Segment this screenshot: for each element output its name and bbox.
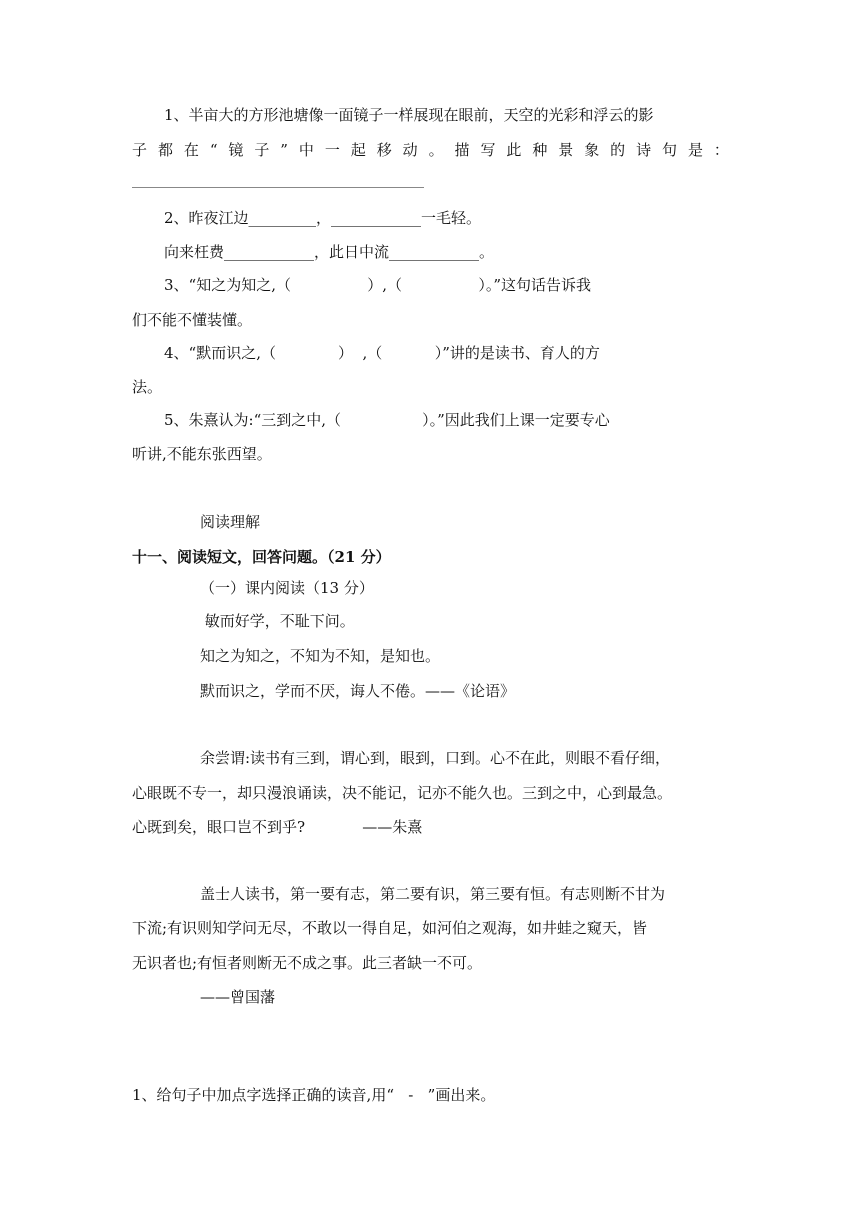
q2-line1: 2、昨夜江边_________，____________一毛轻。 (164, 209, 482, 227)
q4-line1: 4、“默而识之,（ ） ,（ ）”讲的是读书、育人的方 (164, 344, 600, 362)
q1-line2-char: 镜 (228, 141, 244, 159)
q1-line1: 1、半亩大的方形池塘像一面镜子一样展现在眼前，天空的光彩和浮云的影 (164, 106, 654, 124)
q1-line2-char: 在 (183, 141, 199, 159)
q1-line2-char: 动 (402, 141, 418, 159)
sub-heading: （一）课内阅读（13 分） (200, 579, 374, 597)
q1-line2-char: 写 (480, 141, 496, 159)
q1-line2-char: 。 (428, 141, 444, 159)
q1-line2-char: 的 (610, 141, 626, 159)
q1-line2-char: “ (209, 141, 218, 159)
zeng-line2: 下流;有识则知学问无尽，不敢以一得自足，如河伯之观海，如井蛙之窥天，皆 (132, 919, 648, 937)
q1-line2-char: 子 (132, 141, 148, 159)
q1-line2-char: 象 (584, 141, 600, 159)
q5-line2: 听讲,不能东张西望。 (132, 445, 272, 463)
q1-line2-char: ” (280, 141, 288, 159)
q1-line2-char: 是 (687, 141, 703, 159)
question-1: 1、给句子中加点字选择正确的读音,用“ - ”画出来。 (132, 1086, 496, 1104)
zeng-line1: 盖士人读书，第一要有志，第二要有识，第三要有恒。有志则断不甘为 (200, 885, 666, 903)
lunyu-line3: 默而识之，学而不厌，诲人不倦。——《论语》 (200, 682, 516, 700)
q2-line2: 向来枉费____________，此日中流____________。 (164, 243, 495, 261)
zhuxi-line1: 余尝谓:读书有三到，谓心到，眼到，口到。心不在此，则眼不看仔细， (200, 749, 671, 767)
q1-line2-char: 都 (157, 141, 173, 159)
section-label: 阅读理解 (200, 513, 261, 531)
q1-line2-char: 诗 (636, 141, 652, 159)
q1-line2-char: 句 (662, 141, 678, 159)
q1-line2-char: 此 (506, 141, 522, 159)
q1-line2-char: 景 (558, 141, 574, 159)
zeng-attribution: ——曾国藩 (200, 988, 276, 1006)
q1-line2-char: ： (713, 141, 729, 159)
q1-line2-char: 子 (254, 141, 270, 159)
zhuxi-line3: 心既到矣，眼口岂不到乎? ——朱熹 (132, 818, 423, 836)
q1-answer-line (132, 187, 424, 188)
zeng-line3: 无识者也;有恒者则断无不成之事。此三者缺一不可。 (132, 954, 483, 972)
lunyu-line2: 知之为知之，不知为不知，是知也。 (200, 647, 441, 665)
q1-line2 (132, 140, 729, 160)
q1-line2-char: 种 (532, 141, 548, 159)
lunyu-line1: 敏而好学，不耻下问。 (200, 612, 355, 630)
zhuxi-line2: 心眼既不专一，却只漫浪诵读，决不能记，记亦不能久也。三到之中，心到最急。 (132, 784, 673, 802)
q5-line1: 5、朱熹认为:“三到之中,（ ）。”因此我们上课一定要专心 (164, 411, 610, 429)
q1-line2-char: 一 (324, 141, 340, 159)
q3-line2: 们不能不懂装懂。 (132, 311, 253, 329)
q1-line2-char: 描 (454, 141, 470, 159)
q1-line2-char: 移 (376, 141, 392, 159)
section-heading: 十一、阅读短文，回答问题。（21 分） (132, 548, 391, 566)
q1-line2-char: 起 (350, 141, 366, 159)
q1-line2-char: 中 (298, 141, 314, 159)
q3-line1: 3、“知之为知之,（ ）,（ ）。”这句话告诉我 (164, 276, 591, 294)
q4-line2: 法。 (132, 378, 163, 396)
